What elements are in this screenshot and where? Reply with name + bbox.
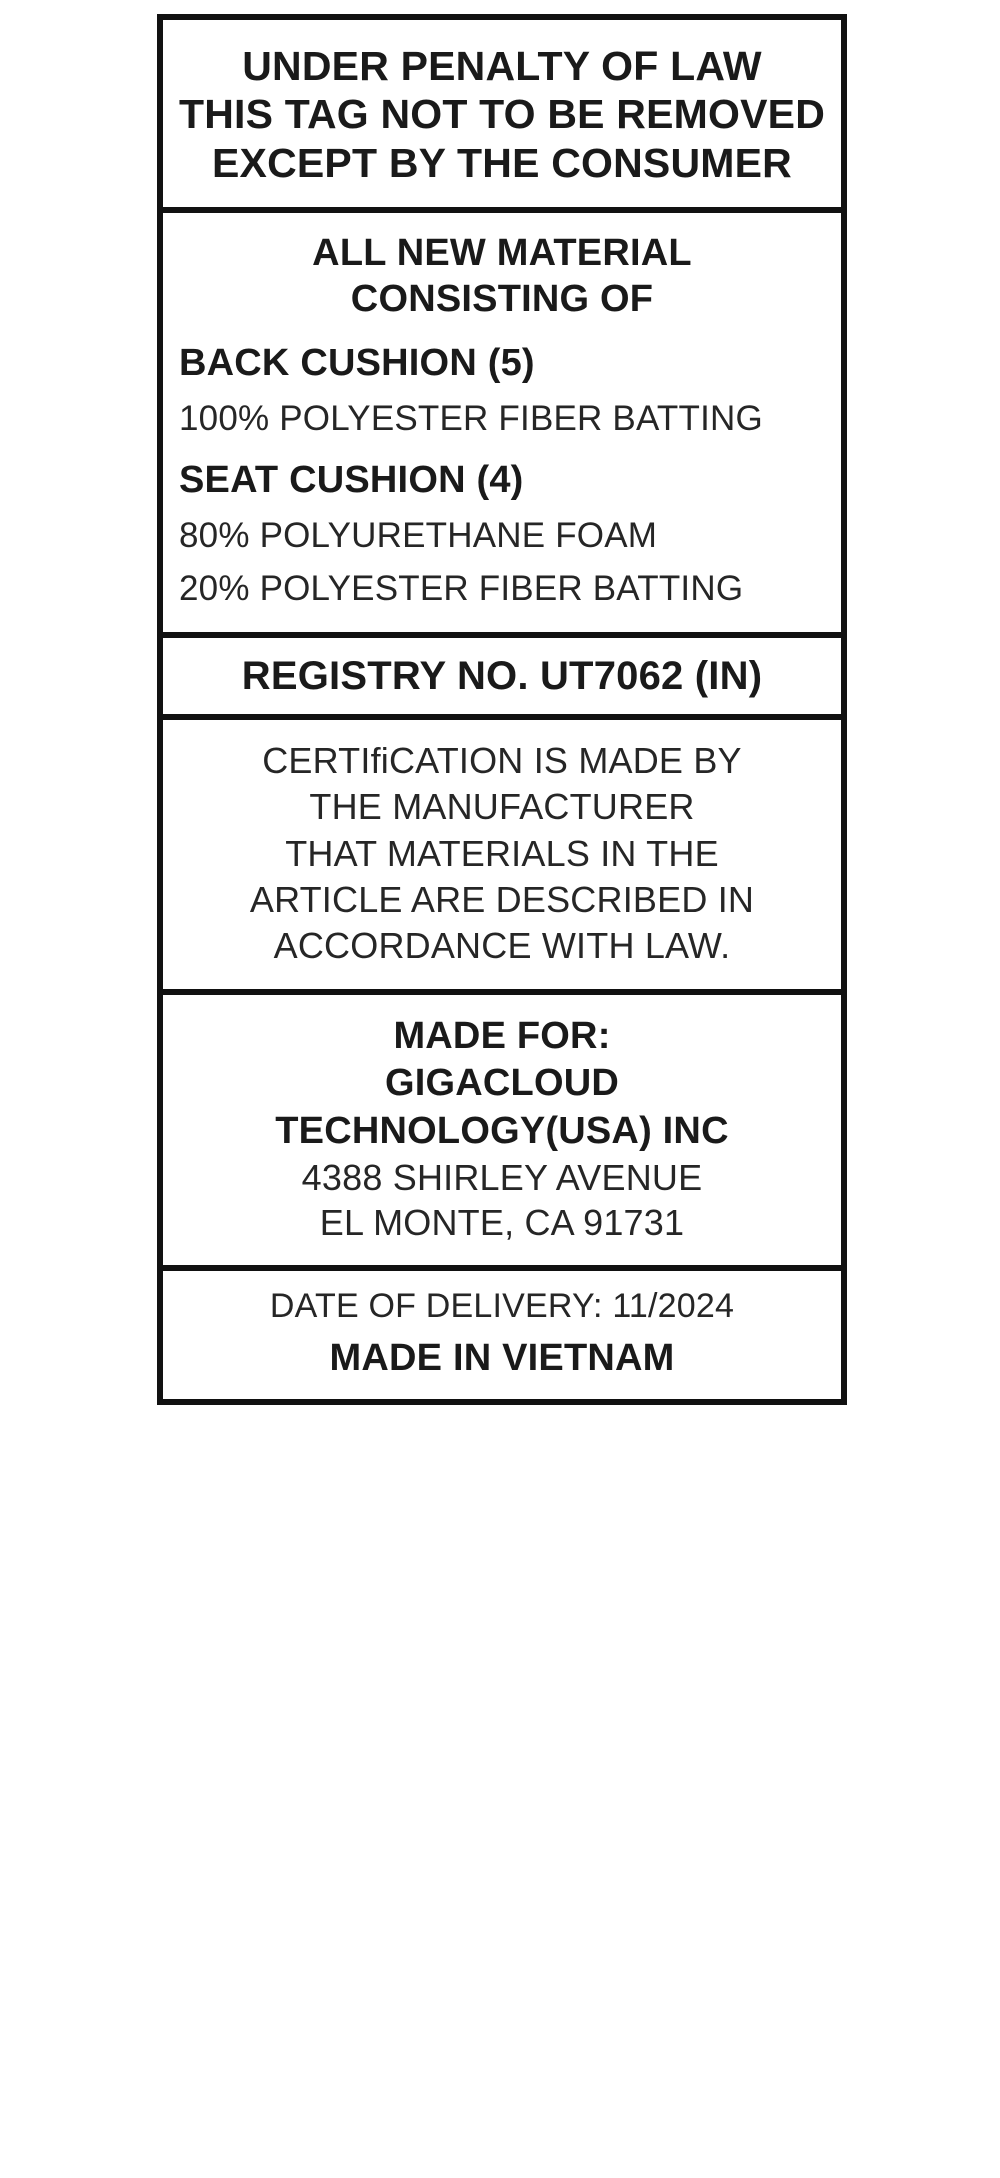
certification-line-1: CERTIfiCATION IS MADE BY: [262, 740, 742, 782]
delivery-date: DATE OF DELIVERY: 11/2024: [269, 1287, 735, 1326]
company-name-line-1: GIGACLOUD: [384, 1062, 619, 1105]
certification-line-2: THE MANUFACTURER: [309, 786, 695, 828]
penalty-section: [163, 20, 841, 213]
country-of-origin: MADE IN VIETNAM: [329, 1336, 675, 1379]
materials-heading-line-2: CONSISTING OF: [350, 277, 654, 320]
back-cushion-title: BACK CUSHION (5): [179, 342, 535, 385]
seat-cushion-title: SEAT CUSHION (4): [179, 459, 524, 502]
registry-number: REGISTRY NO. UT7062 (IN): [241, 653, 763, 698]
made-for-section: [163, 995, 841, 1272]
penalty-line-2: THIS TAG NOT TO BE REMOVED: [178, 91, 826, 138]
law-tag: [157, 14, 847, 1405]
certification-line-4: ARTICLE ARE DESCRIBED IN: [249, 878, 755, 920]
back-cushion-detail-1: 100% POLYESTER FIBER BATTING: [179, 399, 763, 438]
made-for-label: MADE FOR:: [393, 1014, 611, 1057]
materials-heading-line-1: ALL NEW MATERIAL: [312, 232, 692, 275]
certification-line-5: ACCORDANCE WITH LAW.: [273, 924, 731, 966]
seat-cushion-detail-1: 80% POLYURETHANE FOAM: [179, 515, 658, 555]
company-address-line-1: 4388 SHIRLEY AVENUE: [301, 1157, 703, 1199]
footer-section: [163, 1271, 841, 1399]
materials-section: [163, 213, 841, 637]
seat-cushion-detail-2: 20% POLYESTER FIBER BATTING: [179, 569, 744, 609]
registry-section: [163, 638, 841, 721]
company-address-line-2: EL MONTE, CA 91731: [319, 1202, 685, 1244]
penalty-line-1: UNDER PENALTY OF LAW: [242, 43, 762, 89]
certification-section: [163, 720, 841, 994]
penalty-line-3: EXCEPT BY THE CONSUMER: [211, 139, 792, 186]
company-name-line-2: TECHNOLOGY(USA) INC: [275, 1109, 729, 1152]
certification-line-3: THAT MATERIALS IN THE: [285, 832, 719, 874]
